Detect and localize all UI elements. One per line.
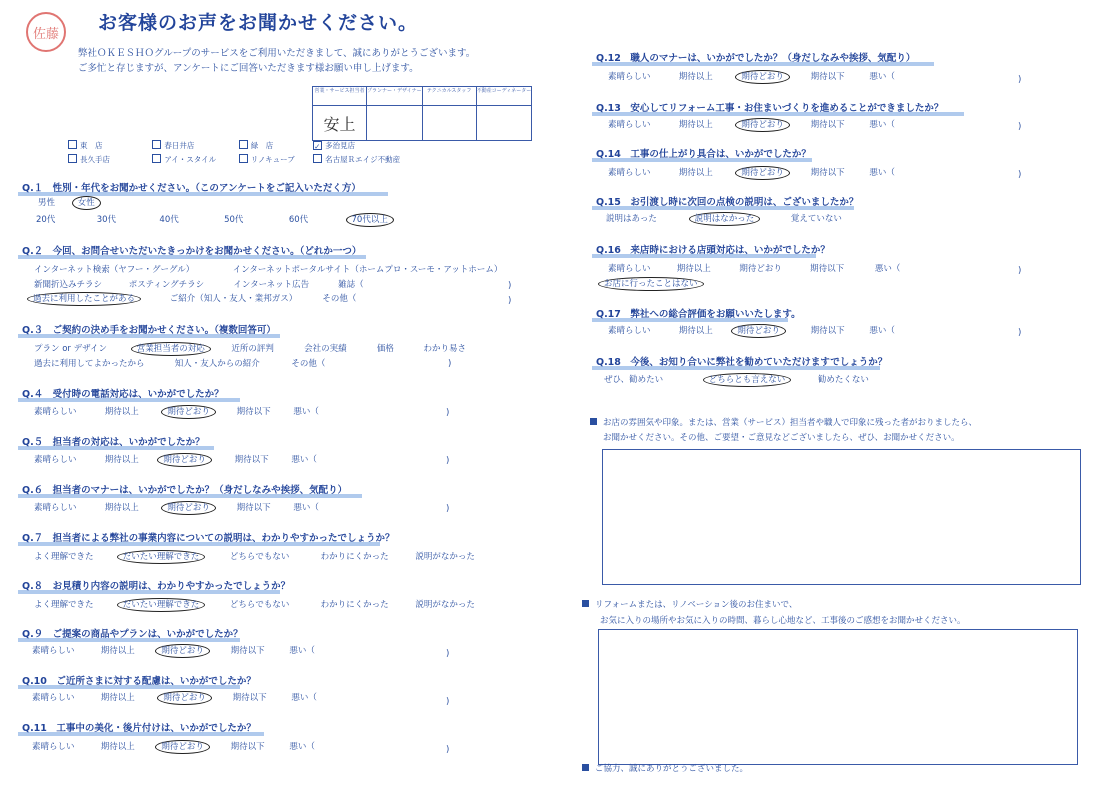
rating-option[interactable]: 期待以下 [810,264,845,274]
store-option[interactable]: リノキューブ [239,154,311,165]
q3-option[interactable]: プラン or デザイン [34,344,108,354]
understand-option[interactable]: どちらでもない [229,600,290,610]
q10-options [32,691,317,703]
rating-option[interactable]: 素晴らしい [32,742,75,752]
free-comment-2-prompt-2: お気に入りの場所やお気に入りの時間、暮らし心地など、工事後のご感想をお聞かせください。 [600,616,966,626]
rating-option[interactable]: 悪い（ [289,742,315,752]
rating-option[interactable]: 期待以下 [230,742,265,752]
rating-option[interactable]: 素晴らしい [34,407,77,417]
q2-row-2 [34,278,364,290]
understand-option[interactable]: 説明がなかった [415,552,475,562]
q3-option[interactable]: 知人・友人からの紹介 [174,359,260,369]
free-comment-1-prompt-2: お聞かせください。その他、ご要望・ご意見などございましたら、ぜひ、お聞かせください。 [603,433,960,443]
staff-value-sales[interactable]: 安上 [313,106,367,141]
rating-option-selected[interactable]: 期待どおり [161,501,216,515]
store-option[interactable]: 名古屋Ｒエイジ不動産 [313,154,400,165]
staff-header-sales: 営業・サービス担当者 [313,87,367,106]
rating-option[interactable]: 素晴らしい [608,168,651,178]
free-comment-2-box[interactable] [598,629,1078,765]
q16-extra [598,277,704,289]
rating-option-selected[interactable]: 期待どおり [731,324,786,338]
q2-option-selected[interactable]: 過去に利用したことがある [27,292,141,306]
free-comment-2-prompt-1: リフォームまたは、リノベーション後のお住まいで、 [582,598,797,610]
question-5: Q.５ 担当者の対応は、いかがでしたか？ [22,434,205,448]
staff-table [312,86,532,141]
store-option[interactable]: 春日井店 [152,140,236,151]
page-title: お客様のお声をお聞かせください。 [98,12,419,34]
rating-option[interactable]: 悪い（ [874,264,901,274]
q2-option[interactable]: 雑誌（ [338,280,364,290]
rating-option[interactable]: 期待以上 [100,693,135,703]
paren-close: ) [1018,75,1022,85]
q14-options [608,166,895,178]
question-15: Q.15 お引渡し時に次回の点検の説明は、ございましたか？ [596,194,858,208]
rating-option[interactable]: 期待以下 [810,326,845,336]
understand-option[interactable]: よく理解できた [34,600,94,610]
rating-option[interactable]: 期待以下 [810,120,845,130]
paren-close: ) [448,359,452,369]
store-row-2 [68,154,400,165]
paren-close: ) [446,745,450,755]
staff-header-planner: プランナー・デザイナー [367,87,423,106]
q1-ages [36,213,394,225]
rating-option[interactable]: 期待どおり [739,264,782,274]
q3-option[interactable]: わかり易さ [423,344,467,354]
q13-options [608,118,895,130]
q18-option[interactable]: ぜひ、勧めたい [604,375,664,385]
free-comment-1-box[interactable] [602,449,1081,585]
rating-option-selected[interactable]: 期待どおり [155,740,210,754]
q16-options [608,262,900,274]
rating-option[interactable]: 素晴らしい [32,646,75,656]
store-option[interactable]: アイ・スタイル [152,154,236,165]
rating-option[interactable]: 期待以上 [678,72,713,82]
q12-options [608,70,895,82]
rating-option[interactable]: 期待以上 [104,503,139,513]
rating-option[interactable]: 悪い（ [869,326,895,336]
q1-female-selected[interactable]: 女性 [72,196,101,210]
rating-option[interactable]: 素晴らしい [608,120,651,130]
q1-age-selected[interactable]: 70代以上 [346,213,394,227]
q9-options [32,644,315,656]
rating-option[interactable]: 期待以上 [678,168,713,178]
paren-close: ) [1018,328,1022,338]
question-14: Q.14 工事の仕上がり具合は、いかがでしたか？ [596,146,811,160]
paren-close: ) [446,456,450,466]
question-9: Q.９ ご提案の商品やプランは、いかがでしたか？ [22,626,243,640]
rating-option[interactable]: 期待以上 [104,455,139,465]
rating-option[interactable]: 期待以下 [230,646,265,656]
store-row-1 [68,140,355,151]
paren-close: ) [446,408,450,418]
q1-age[interactable]: 40代 [159,215,179,225]
rating-option[interactable]: 悪い（ [291,693,317,703]
paren-close: ) [446,504,450,514]
rating-option-selected[interactable]: 期待どおり [155,644,210,658]
q2-option[interactable]: インターネット検索（ヤフー・グーグル） [34,265,195,275]
rating-option[interactable]: 期待以上 [678,326,713,336]
paren-close: ) [446,649,450,659]
q8-options [34,598,475,610]
rating-option[interactable]: 期待以下 [810,72,845,82]
question-16: Q.16 来店時における店頭対応は、いかがでしたか？ [596,242,830,256]
store-option-selected[interactable]: ✓ 多治見店 [314,141,356,151]
q11-options [32,740,315,752]
paren-close: ) [1018,170,1022,180]
q17-options [608,324,895,336]
q1-age[interactable]: 60代 [288,215,309,225]
rating-option[interactable]: 期待以下 [236,503,271,513]
store-option[interactable]: 長久手店 [68,154,150,165]
rating-option[interactable]: 悪い（ [293,407,319,417]
rating-option-selected[interactable]: 期待どおり [161,405,216,419]
understand-option[interactable]: わかりにくかった [320,552,389,562]
rating-option[interactable]: 素晴らしい [32,693,75,703]
rating-option[interactable]: 悪い（ [869,120,895,130]
rating-option[interactable]: 素晴らしい [34,503,77,513]
rating-option[interactable]: 悪い（ [869,168,895,178]
q3-option[interactable]: 価格 [376,344,394,354]
q15-option-selected[interactable]: 説明はなかった [689,212,761,226]
q5-options [34,453,317,465]
staff-header-technical: テクニカルスタッフ [422,87,476,106]
understand-option[interactable]: よく理解できた [34,552,94,562]
q3-option[interactable]: 近所の評判 [231,344,274,354]
intro-line-2: ご多忙と存じますが、アンケートにご回答いただきます様お願い申し上げます。 [78,63,419,74]
rating-option[interactable]: 期待以下 [810,168,845,178]
rating-option-selected[interactable]: 期待どおり [157,453,212,467]
rating-option-selected[interactable]: 期待どおり [735,118,790,132]
understand-option-selected[interactable]: だいたい理解できた [117,550,206,564]
q2-option[interactable]: ポスティングチラシ [128,280,205,290]
rating-option[interactable]: 期待以上 [100,742,135,752]
understand-option-selected[interactable]: だいたい理解できた [117,598,206,612]
understand-option[interactable]: わかりにくかった [320,600,389,610]
rating-option[interactable]: 期待以上 [678,120,713,130]
q15-options [606,212,842,224]
paren-close: ) [508,281,512,291]
q3-option-selected[interactable]: 営業担当者の対応 [131,342,211,356]
q15-option[interactable]: 説明はあった [606,214,657,224]
rating-option[interactable]: 悪い（ [869,72,895,82]
thanks-message: ご協力、誠にありがとうございました。 [582,762,748,774]
q18-option[interactable]: 勧めたくない [817,375,869,385]
q7-options [34,550,475,562]
question-17: Q.17 弊社への総合評価をお願いいたします。 [596,306,801,320]
staff-value-realestate[interactable] [476,106,532,141]
paren-close: ) [1018,266,1022,276]
q2-option[interactable]: ご紹介（知人・友人・業邦ガス） [169,294,298,304]
rating-option[interactable]: 悪い（ [293,503,319,513]
staff-header-realestate: 不動産コーディネーター [476,87,532,106]
understand-option[interactable]: 説明がなかった [415,600,475,610]
intro-line-1: 弊社ＯＫＥＳＨＯグループのサービスをご利用いただきまして、誠にありがとうございます。 [78,48,476,59]
rating-option[interactable]: 期待以下 [232,693,267,703]
rating-option[interactable]: 素晴らしい [608,264,651,274]
question-8: Q.８ お見積り内容の説明は、わかりやすかったでしょうか？ [22,578,290,592]
understand-option[interactable]: どちらでもない [229,552,290,562]
q1-age[interactable]: 30代 [96,215,117,225]
question-4: Q.４ 受付時の電話対応は、いかがでしたか？ [22,386,224,400]
question-12: Q.12 職人のマナーは、いかがでしたか？（身だしなみや挨拶、気配り） [596,50,915,64]
q2-option[interactable]: その他（ [322,294,357,304]
question-11: Q.11 工事中の美化・後片付けは、いかがでしたか？ [22,720,256,734]
rating-option[interactable]: 素晴らしい [608,72,651,82]
rating-option-selected[interactable]: 期待どおり [735,70,790,84]
q3-row-1 [34,342,466,354]
q15-option[interactable]: 覚えていない [790,214,842,224]
rating-option-selected[interactable]: 期待どおり [735,166,790,180]
store-option[interactable]: 東 店 [68,140,150,151]
q16-option-selected[interactable]: お店に行ったことはない [598,277,704,291]
rating-option[interactable]: 悪い（ [291,455,317,465]
q3-option[interactable]: その他（ [291,359,326,369]
staff-value-planner[interactable] [367,106,423,141]
question-13: Q.13 安心してリフォーム工事・お住まいづくりを進めることができましたか？ [596,100,943,114]
question-3: Q.３ ご契約の決め手をお聞かせください。（複数回答可） [22,322,276,336]
paren-close: ) [446,697,450,707]
store-option[interactable]: 緑 店 [239,140,311,151]
rating-option[interactable]: 期待以下 [234,455,269,465]
question-2: Q.２ 今回、お問合せいただいたきっかけをお聞かせください。（どれか一つ） [22,243,361,257]
rating-option[interactable]: 期待以上 [676,264,711,274]
question-7: Q.７ 担当者による弊社の事業内容についての説明は、わかりやすかったでしょうか？ [22,530,395,544]
q18-option-selected[interactable]: どちらとも言えない [703,373,792,387]
question-18: Q.18 今後、お知り合いに弊社を勧めていただけますでしょうか？ [596,354,887,368]
staff-value-technical[interactable] [422,106,476,141]
seal-stamp: 佐藤 [26,12,66,52]
q3-option[interactable]: 会社の実績 [304,344,347,354]
q1-male[interactable]: 男性 [38,198,56,208]
q2-option[interactable]: インターネット広告 [233,280,310,290]
q18-options [604,373,869,385]
free-comment-1-prompt-1: お店の雰囲気や印象。または、営業（サービス）担当者や職人で印象に残った者がおりましたら、 [590,416,977,428]
rating-option[interactable]: 素晴らしい [34,455,77,465]
paren-close: ) [1018,122,1022,132]
rating-option-selected[interactable]: 期待どおり [157,691,212,705]
q2-row-3 [27,292,356,304]
rating-option[interactable]: 期待以下 [236,407,271,417]
rating-option[interactable]: 悪い（ [289,646,315,656]
rating-option[interactable]: 素晴らしい [608,326,651,336]
question-1: Q.１ 性別・年代をお聞かせください。（このアンケートをご記入いただく方） [22,180,361,194]
rating-option[interactable]: 期待以上 [104,407,139,417]
question-10: Q.10 ご近所さまに対する配慮は、いかがでしたか？ [22,673,256,687]
q2-option[interactable]: インターネットポータルサイト（ホームプロ・スーモ・アットホーム） [232,265,503,275]
q2-option[interactable]: 新聞折込みチラシ [34,280,103,290]
question-6: Q.６ 担当者のマナーは、いかがでしたか？（身だしなみや挨拶、気配り） [22,482,347,496]
rating-option[interactable]: 期待以上 [100,646,135,656]
q6-options [34,501,319,513]
q4-options [34,405,319,417]
q2-row-1 [34,263,502,275]
q1-gender [38,196,101,208]
q3-row-2 [34,357,325,369]
q3-option[interactable]: 過去に利用してよかったから [34,359,145,369]
q1-age[interactable]: 50代 [224,215,244,225]
paren-close: ) [508,296,512,306]
q1-age[interactable]: 20代 [36,215,56,225]
